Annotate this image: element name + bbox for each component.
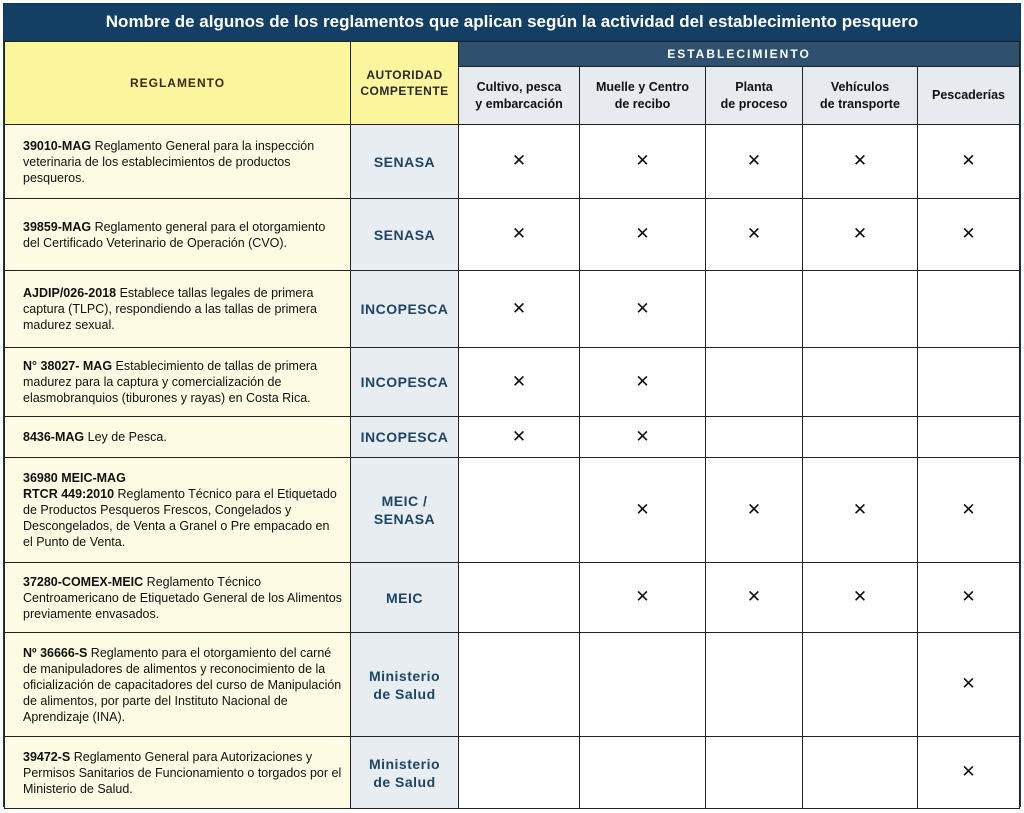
autoridad-label-line2: COMPETENTE <box>360 84 449 98</box>
table-row <box>5 199 1020 271</box>
x-mark-icon: ✕ <box>961 499 976 519</box>
x-mark-icon: ✕ <box>635 151 650 170</box>
mark-cell-planta <box>706 563 803 633</box>
mark-cell-cultivo <box>459 125 580 199</box>
regulation-cell <box>5 271 351 348</box>
regulation-cell <box>5 199 351 271</box>
column-header-line1: Pescaderías <box>932 88 1005 102</box>
regulation-cell <box>5 417 351 458</box>
authority-cell <box>351 199 459 271</box>
regulation-code: 39859-MAG <box>23 219 92 234</box>
authority-cell <box>351 563 459 633</box>
authority-name-line2: de Salud <box>373 773 436 790</box>
x-mark-icon: ✕ <box>852 151 868 170</box>
authority-cell <box>351 348 459 417</box>
x-mark-icon: ✕ <box>961 151 976 170</box>
table-row <box>5 271 1020 348</box>
mark-cell-muelle <box>580 348 706 417</box>
mark-cell-pescaderias <box>918 458 1020 563</box>
x-mark-icon: ✕ <box>511 298 527 318</box>
mark-cell-vehiculos <box>803 458 918 563</box>
mark-cell-planta <box>706 199 803 271</box>
mark-cell-pescaderias <box>918 125 1020 199</box>
group-header-establecimiento: ESTABLECIMIENTO <box>459 42 1020 67</box>
mark-cell-pescaderias <box>918 199 1020 271</box>
authority-cell <box>351 125 459 199</box>
regulation-cell <box>5 458 351 563</box>
regulation-description: Establecimiento de tallas de primera madurez para la captura y comercialización de elasmobranquios (tiburones y rayas) en Costa Rica. <box>23 359 318 405</box>
mark-cell-planta <box>706 737 803 809</box>
x-mark-icon: ✕ <box>852 224 868 243</box>
mark-cell-muelle <box>580 199 706 271</box>
mark-cell-muelle <box>580 633 706 737</box>
x-mark-icon: ✕ <box>511 371 527 391</box>
authority-name: MEIC <box>386 589 423 606</box>
mark-cell-pescaderias <box>918 348 1020 417</box>
x-mark-icon: ✕ <box>635 371 650 391</box>
mark-cell-vehiculos <box>803 417 918 458</box>
column-header-autoridad <box>351 42 459 125</box>
authority-name: SENASA <box>373 226 436 243</box>
x-mark-icon: ✕ <box>746 587 762 606</box>
regulation-description: Ley de Pesca. <box>84 430 167 444</box>
mark-cell-vehiculos <box>803 633 918 737</box>
regulation-description: Reglamento Técnico Centroamericano de Etiquetado General de los Alimentos previamente envasados. <box>23 574 342 621</box>
column-header-line2: de transporte <box>820 96 900 111</box>
x-mark-icon: ✕ <box>511 151 527 170</box>
regulations-table <box>4 41 1020 809</box>
column-header-line1: Muelle y Centro <box>595 79 690 94</box>
table-row <box>5 125 1020 199</box>
mark-cell-cultivo <box>459 563 580 633</box>
regulation-code: 39472-S <box>23 749 71 764</box>
regulation-description: Reglamento para el otorgamiento del carné de manipuladores de alimentos y reconocimiento de la oficialización de capacitadores del curso de Manipulación de alimentos, por parte del Instituto Nacional de Aprendizaje (INA). <box>23 645 342 724</box>
authority-cell <box>351 417 459 458</box>
authority-name-line2: de Salud <box>373 685 436 702</box>
mark-cell-cultivo <box>459 271 580 348</box>
mark-cell-planta <box>706 458 803 563</box>
mark-cell-vehiculos <box>803 125 918 199</box>
mark-cell-muelle <box>580 563 706 633</box>
column-header-line2: de proceso <box>720 96 788 111</box>
regulation-cell <box>5 563 351 633</box>
mark-cell-vehiculos <box>803 563 918 633</box>
mark-cell-planta <box>706 125 803 199</box>
regulation-description: Reglamento General para la inspección veterinaria de los establecimientos de productos pesqueros. <box>23 138 315 185</box>
regulation-code: 39010-MAG <box>23 138 92 153</box>
x-mark-icon: ✕ <box>961 587 976 606</box>
regulation-description: Establece tallas legales de primera captura (TLPC), respondiendo a las tallas de primera madurez sexual. <box>23 286 317 332</box>
authority-name: MEIC / <box>381 493 428 509</box>
regulation-cell <box>5 633 351 737</box>
column-header-cultivo <box>459 67 580 125</box>
regulation-code: AJDIP/026-2018 <box>23 286 117 300</box>
authority-name: INCOPESCA <box>360 301 449 317</box>
mark-cell-cultivo <box>459 199 580 271</box>
x-mark-icon: ✕ <box>961 224 976 243</box>
column-header-vehiculos <box>803 67 918 125</box>
regulations-table-panel <box>3 3 1021 807</box>
regulation-cell <box>5 125 351 199</box>
table-row <box>5 633 1020 737</box>
mark-cell-planta <box>706 271 803 348</box>
x-mark-icon: ✕ <box>746 151 762 170</box>
regulation-description: Reglamento Técnico para el Etiquetado de Productos Pesqueros Frescos, Congelados y Descongelados, de Venta a Granel o Pre empacado en el Punto de Venta. <box>23 487 337 549</box>
column-header-muelle <box>580 67 706 125</box>
mark-cell-cultivo <box>459 417 580 458</box>
regulation-description: Reglamento general para el otorgamiento del Certificado Veterinario de Operación (CVO). <box>23 219 326 250</box>
table-title: Nombre de algunos de los reglamentos que aplican según la actividad del establecimiento pesquero <box>4 4 1020 41</box>
x-mark-icon: ✕ <box>961 674 976 693</box>
mark-cell-planta <box>706 348 803 417</box>
x-mark-icon: ✕ <box>511 426 527 446</box>
mark-cell-pescaderias <box>918 633 1020 737</box>
regulation-cell <box>5 737 351 809</box>
authority-name-line2: SENASA <box>373 511 436 527</box>
x-mark-icon: ✕ <box>511 224 527 243</box>
mark-cell-pescaderias <box>918 271 1020 348</box>
column-header-pescaderias <box>918 67 1020 125</box>
regulation-code: 37280-COMEX-MEIC <box>23 574 144 589</box>
mark-cell-cultivo <box>459 737 580 809</box>
table-body <box>5 125 1020 809</box>
mark-cell-planta <box>706 417 803 458</box>
authority-name: INCOPESCA <box>360 374 449 390</box>
x-mark-icon: ✕ <box>852 499 868 519</box>
mark-cell-vehiculos <box>803 737 918 809</box>
column-header-line2: y embarcación <box>475 96 563 111</box>
mark-cell-cultivo <box>459 458 580 563</box>
x-mark-icon: ✕ <box>746 499 762 519</box>
x-mark-icon: ✕ <box>635 298 650 318</box>
authority-cell <box>351 458 459 563</box>
column-header-line2: de recibo <box>614 96 671 111</box>
regulation-code: Nº 36666-S <box>23 645 88 660</box>
table-row <box>5 417 1020 458</box>
mark-cell-cultivo <box>459 348 580 417</box>
x-mark-icon: ✕ <box>635 499 650 519</box>
table-row <box>5 563 1020 633</box>
regulation-cell <box>5 348 351 417</box>
authority-name: INCOPESCA <box>360 429 449 445</box>
authority-name: Ministerio <box>368 667 441 684</box>
mark-cell-vehiculos <box>803 348 918 417</box>
column-header-line1: Cultivo, pesca <box>476 79 562 94</box>
mark-cell-cultivo <box>459 633 580 737</box>
mark-cell-pescaderias <box>918 563 1020 633</box>
mark-cell-muelle <box>580 271 706 348</box>
autoridad-label-line1: AUTORIDAD <box>366 68 443 82</box>
table-header <box>5 42 1020 125</box>
table-row <box>5 737 1020 809</box>
table-row <box>5 348 1020 417</box>
x-mark-icon: ✕ <box>635 587 650 606</box>
regulation-description: Reglamento General para Autorizaciones y Permisos Sanitarios de Funcionamiento o torgados por el Ministerio de Salud. <box>23 749 342 796</box>
mark-cell-muelle <box>580 417 706 458</box>
column-header-line1: Vehículos <box>830 79 890 94</box>
regulation-code: 36980 MEIC-MAG <box>23 471 126 485</box>
x-mark-icon: ✕ <box>852 587 868 606</box>
mark-cell-muelle <box>580 125 706 199</box>
mark-cell-planta <box>706 633 803 737</box>
mark-cell-vehiculos <box>803 199 918 271</box>
authority-cell <box>351 271 459 348</box>
mark-cell-vehiculos <box>803 271 918 348</box>
regulation-code-secondary: RTCR 449:2010 <box>23 487 115 501</box>
authority-cell <box>351 633 459 737</box>
mark-cell-pescaderias <box>918 417 1020 458</box>
mark-cell-muelle <box>580 737 706 809</box>
table-row <box>5 458 1020 563</box>
column-header-line1: Planta <box>735 79 773 94</box>
x-mark-icon: ✕ <box>635 426 650 446</box>
regulation-code: N° 38027- MAG <box>23 359 113 373</box>
column-header-planta <box>706 67 803 125</box>
authority-cell <box>351 737 459 809</box>
regulation-code: 8436-MAG <box>23 430 85 444</box>
column-header-reglamento: REGLAMENTO <box>5 42 351 125</box>
x-mark-icon: ✕ <box>746 224 762 243</box>
authority-name: SENASA <box>373 153 436 170</box>
mark-cell-pescaderias <box>918 737 1020 809</box>
mark-cell-muelle <box>580 458 706 563</box>
x-mark-icon: ✕ <box>635 224 650 243</box>
authority-name: Ministerio <box>368 755 441 772</box>
x-mark-icon: ✕ <box>961 762 976 781</box>
